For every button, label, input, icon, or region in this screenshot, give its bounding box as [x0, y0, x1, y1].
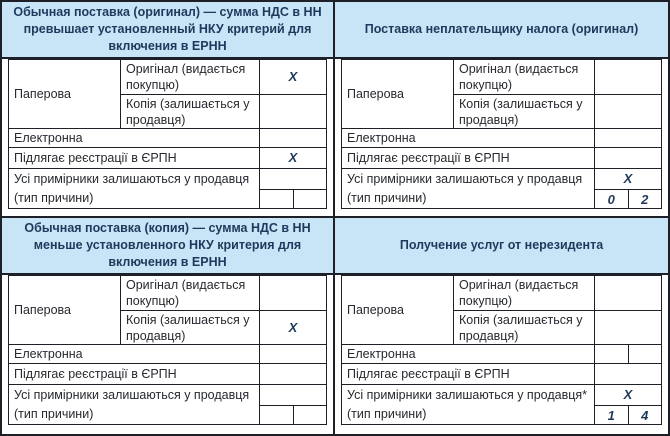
quadrant-body — [2, 59, 333, 216]
quadrant-body — [335, 275, 668, 434]
all-copies-value-stack — [595, 385, 661, 424]
type-code-digit-2 — [293, 190, 327, 209]
copy-mark-cell — [260, 95, 326, 128]
all-copies-value-stack — [260, 169, 326, 208]
table-row-paper — [342, 60, 661, 128]
registration-label: Підлягає реєстрації в ЄРПН — [9, 364, 260, 384]
quadrant-title: Обычная поставка (копия) — сумма НДС в НН меньше установленного НКУ критерия для включения в ЕРНН — [24, 221, 311, 269]
subrow-copy — [454, 310, 661, 344]
type-code-digit-1 — [260, 406, 293, 425]
invoice-form-table — [8, 59, 327, 209]
subrow-copy — [454, 94, 661, 128]
table-row-paper — [9, 276, 326, 344]
paper-label: Паперова — [9, 60, 121, 128]
type-code-cells — [260, 405, 326, 425]
quadrant-body — [2, 275, 333, 434]
type-code-digit-1: 1 — [607, 407, 615, 423]
quadrant-body — [335, 59, 668, 216]
subrow-copy — [121, 310, 326, 344]
copy-label: Копія (залишається у продавця) — [121, 95, 260, 128]
copy-label: Копія (залишається у продавця) — [121, 311, 260, 344]
table-row-all-copies — [342, 168, 661, 208]
all-copies-mark-cell: X — [623, 387, 633, 402]
quadrant-title: Обычная поставка (оригинал) — сумма НДС в НН превышает установленный НКУ критерий для включения в ЕРНН — [13, 5, 322, 53]
type-code-digit-1 — [260, 190, 293, 209]
copy-mark-cell — [595, 95, 661, 128]
all-copies-mark-cell — [260, 385, 326, 405]
all-copies-mark-cell: X — [623, 171, 633, 186]
table-row-registration — [9, 147, 326, 168]
all-copies-label: Усі примірники залишаються у продавця* (тип причини) — [342, 385, 595, 424]
paper-subrows — [454, 276, 661, 344]
subrow-original — [121, 276, 326, 310]
electronic-split-cells — [595, 345, 661, 363]
original-label: Оригінал (видається покупцю) — [454, 60, 595, 94]
paper-subrows — [121, 60, 326, 128]
type-code-cells — [260, 189, 326, 209]
subrow-copy — [121, 94, 326, 128]
original-mark-cell — [595, 276, 661, 310]
quadrant-header — [2, 2, 333, 59]
type-code-digit-1: 0 — [607, 191, 615, 207]
electronic-mark-cell — [260, 129, 326, 147]
electronic-mark-cell — [595, 129, 661, 147]
original-label: Оригінал (видається покупцю) — [121, 60, 260, 94]
paper-label: Паперова — [342, 276, 454, 344]
quadrant-header — [335, 2, 668, 59]
table-row-all-copies — [342, 384, 661, 424]
registration-mark-cell — [595, 148, 661, 168]
table-row-all-copies — [9, 168, 326, 208]
table-row-electronic — [342, 344, 661, 363]
table-row-electronic — [9, 128, 326, 147]
electronic-cell-1 — [595, 345, 628, 363]
quadrant-title: Поставка неплательщику налога (оригинал) — [364, 22, 639, 36]
table-row-registration — [342, 363, 661, 384]
table-row-registration — [342, 147, 661, 168]
table-row-electronic — [9, 344, 326, 363]
original-label: Оригінал (видається покупцю) — [454, 276, 595, 310]
original-mark-cell: X — [288, 69, 298, 84]
electronic-label: Електронна — [9, 345, 260, 363]
subrow-original — [454, 60, 661, 94]
invoice-form-table — [8, 275, 327, 425]
quadrant-header — [2, 218, 333, 275]
type-code-digit-2 — [293, 406, 327, 425]
all-copies-label: Усі примірники залишаються у продавця (тип причини) — [342, 169, 595, 208]
copy-label: Копія (залишається у продавця) — [454, 95, 595, 128]
electronic-label: Електронна — [342, 345, 595, 363]
registration-mark-cell — [260, 364, 326, 384]
all-copies-value-stack — [595, 169, 661, 208]
paper-label: Паперова — [9, 276, 121, 344]
table-row-paper — [342, 276, 661, 344]
quadrant-ordinary-supply-original — [2, 2, 335, 218]
table-row-electronic — [342, 128, 661, 147]
subrow-original — [121, 60, 326, 94]
registration-mark-cell: X — [288, 150, 298, 165]
quadrant-ordinary-supply-copy — [2, 218, 335, 434]
type-code-cells — [595, 405, 661, 425]
quadrant-supply-to-nonpayer — [335, 2, 668, 218]
type-code-cells — [595, 189, 661, 209]
table-row-paper — [9, 60, 326, 128]
registration-label: Підлягає реєстрації в ЄРПН — [342, 364, 595, 384]
copy-mark-cell — [595, 311, 661, 344]
electronic-cell-2 — [628, 345, 662, 363]
paper-label: Паперова — [342, 60, 454, 128]
table-row-registration — [9, 363, 326, 384]
type-code-digit-2: 4 — [628, 406, 662, 425]
electronic-label: Електронна — [9, 129, 260, 147]
all-copies-value-stack — [260, 385, 326, 424]
all-copies-label: Усі примірники залишаються у продавця (тип причини) — [9, 385, 260, 424]
registration-mark-cell — [595, 364, 661, 384]
type-code-digit-2: 2 — [628, 190, 662, 209]
paper-subrows — [454, 60, 661, 128]
copy-mark-cell: X — [288, 319, 298, 335]
original-mark-cell — [260, 276, 326, 310]
invoice-form-table — [341, 275, 662, 425]
registration-label: Підлягає реєстрації в ЄРПН — [342, 148, 595, 168]
electronic-label: Електронна — [342, 129, 595, 147]
table-row-all-copies — [9, 384, 326, 424]
original-label: Оригінал (видається покупцю) — [121, 276, 260, 310]
registration-label: Підлягає реєстрації в ЄРПН — [9, 148, 260, 168]
quadrant-header — [335, 218, 668, 275]
all-copies-label: Усі примірники залишаються у продавця (тип причини) — [9, 169, 260, 208]
original-mark-cell — [595, 60, 661, 94]
electronic-mark-cell — [260, 345, 326, 363]
invoice-form-table — [341, 59, 662, 209]
quadrant-services-from-nonresident — [335, 218, 668, 434]
copy-label: Копія (залишається у продавця) — [454, 311, 595, 344]
quadrant-title: Получение услуг от нерезидента — [399, 238, 604, 252]
all-copies-mark-cell — [260, 169, 326, 189]
subrow-original — [454, 276, 661, 310]
paper-subrows — [121, 276, 326, 344]
